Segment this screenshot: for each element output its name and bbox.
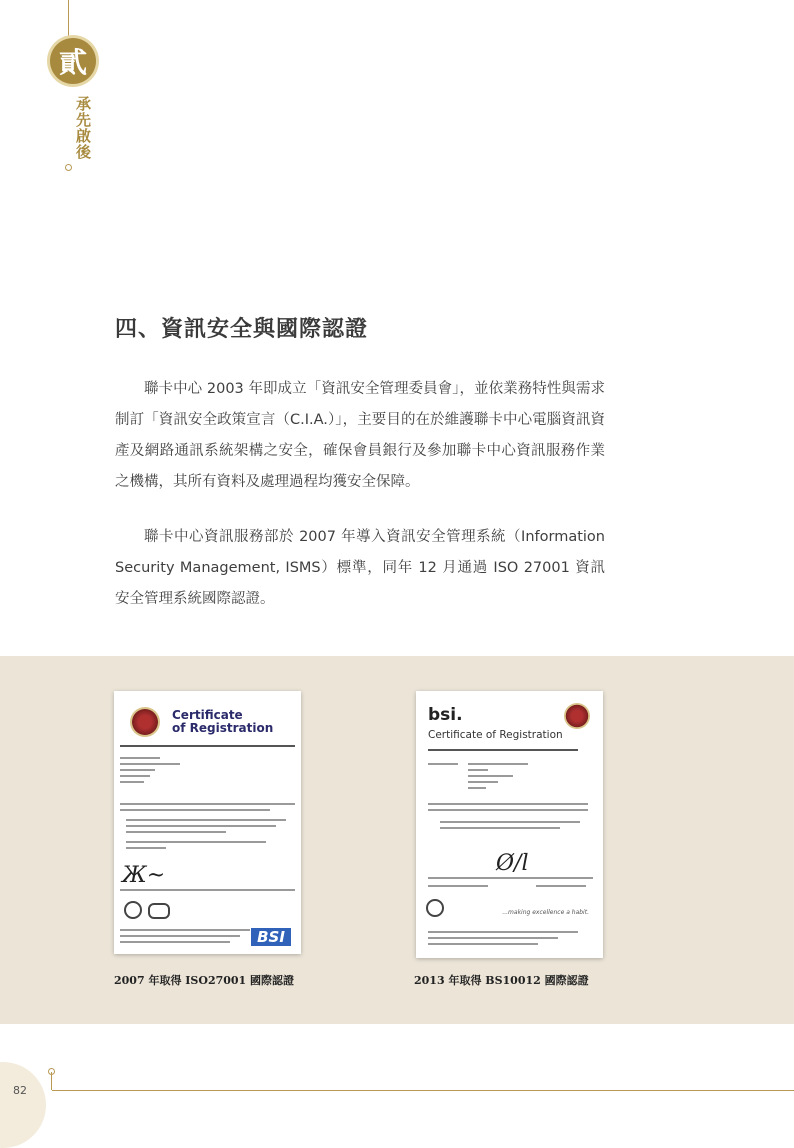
signature-icon: Ø/l [496, 851, 529, 876]
section-heading: 四、資訊安全與國際認證 [115, 317, 369, 342]
paragraph-2: 聯卡中心資訊服務部於 2007 年導入資訊安全管理系統（Information Security Management, ISMS）標準，同年 12 月通過 ISO 27001 資訊安全管理系統國際認證。 [115, 529, 605, 607]
text-line [440, 827, 560, 829]
text-line [428, 885, 488, 887]
text-line [428, 931, 578, 933]
text-line [120, 941, 230, 943]
text-line [120, 757, 160, 759]
text-line [428, 803, 588, 805]
anab-seal-icon [148, 903, 170, 919]
bsi-logo: BSI [251, 928, 291, 946]
text-line [126, 819, 286, 821]
certificate-caption-1: 2007 年取得 ISO27001 國際認證 [114, 974, 295, 987]
text-line [428, 749, 578, 751]
chapter-badge: 貳 [50, 38, 96, 84]
text-line [120, 809, 270, 811]
text-line [468, 781, 498, 783]
page-number: 82 [13, 1084, 27, 1097]
registration-seal-icon [426, 899, 444, 917]
coat-of-arms-icon [564, 703, 590, 729]
certificate-bs10012-image [416, 691, 603, 958]
coat-of-arms-icon [130, 707, 160, 737]
certificate-caption-2: 2013 年取得 BS10012 國際認證 [414, 974, 589, 987]
ukas-seal-icon [124, 901, 142, 919]
text-line [120, 935, 240, 937]
text-line [440, 821, 580, 823]
text-line [468, 787, 486, 789]
text-line [120, 745, 295, 747]
text-line [120, 769, 155, 771]
text-line [468, 775, 513, 777]
text-line [428, 937, 558, 939]
text-line [126, 825, 276, 827]
text-line [120, 889, 295, 891]
text-line [120, 781, 144, 783]
text-line [428, 943, 538, 945]
page-corner-decoration [0, 1062, 46, 1148]
chapter-title: 承先啟後 [74, 96, 92, 160]
text-line [120, 929, 250, 931]
text-line [428, 809, 588, 811]
text-line [468, 763, 528, 765]
rail-line-top [68, 0, 69, 40]
footer-stem [51, 1072, 52, 1090]
text-line [126, 831, 226, 833]
text-line [126, 841, 266, 843]
rail-dot-icon [65, 164, 72, 171]
text-line [468, 769, 488, 771]
text-line [428, 877, 593, 879]
certificate-title: Certificate of Registration [172, 708, 274, 735]
bsi-logo: bsi. [428, 705, 463, 725]
signature-icon: Ж~ [122, 863, 166, 888]
footer-line [52, 1090, 794, 1091]
text-line [428, 763, 458, 765]
certificate-tagline: ...making excellence a habit. [502, 909, 589, 916]
paragraph-1: 聯卡中心 2003 年即成立「資訊安全管理委員會」，並依業務特性與需求制訂「資訊安全政策宣言（C.I.A.）」，主要目的在於維護聯卡中心電腦資訊資產及網路通訊系統架構之安全，確保會員銀行及參加聯卡中心資訊服務作業之機構，其所有資料及處理過程均獲安全保障。 [115, 381, 605, 490]
text-line [120, 763, 180, 765]
certificate-iso27001-image [114, 691, 301, 954]
text-line [120, 803, 295, 805]
text-line [126, 847, 166, 849]
text-line [120, 775, 150, 777]
text-line [536, 885, 586, 887]
certificate-title: Certificate of Registration [428, 729, 563, 741]
